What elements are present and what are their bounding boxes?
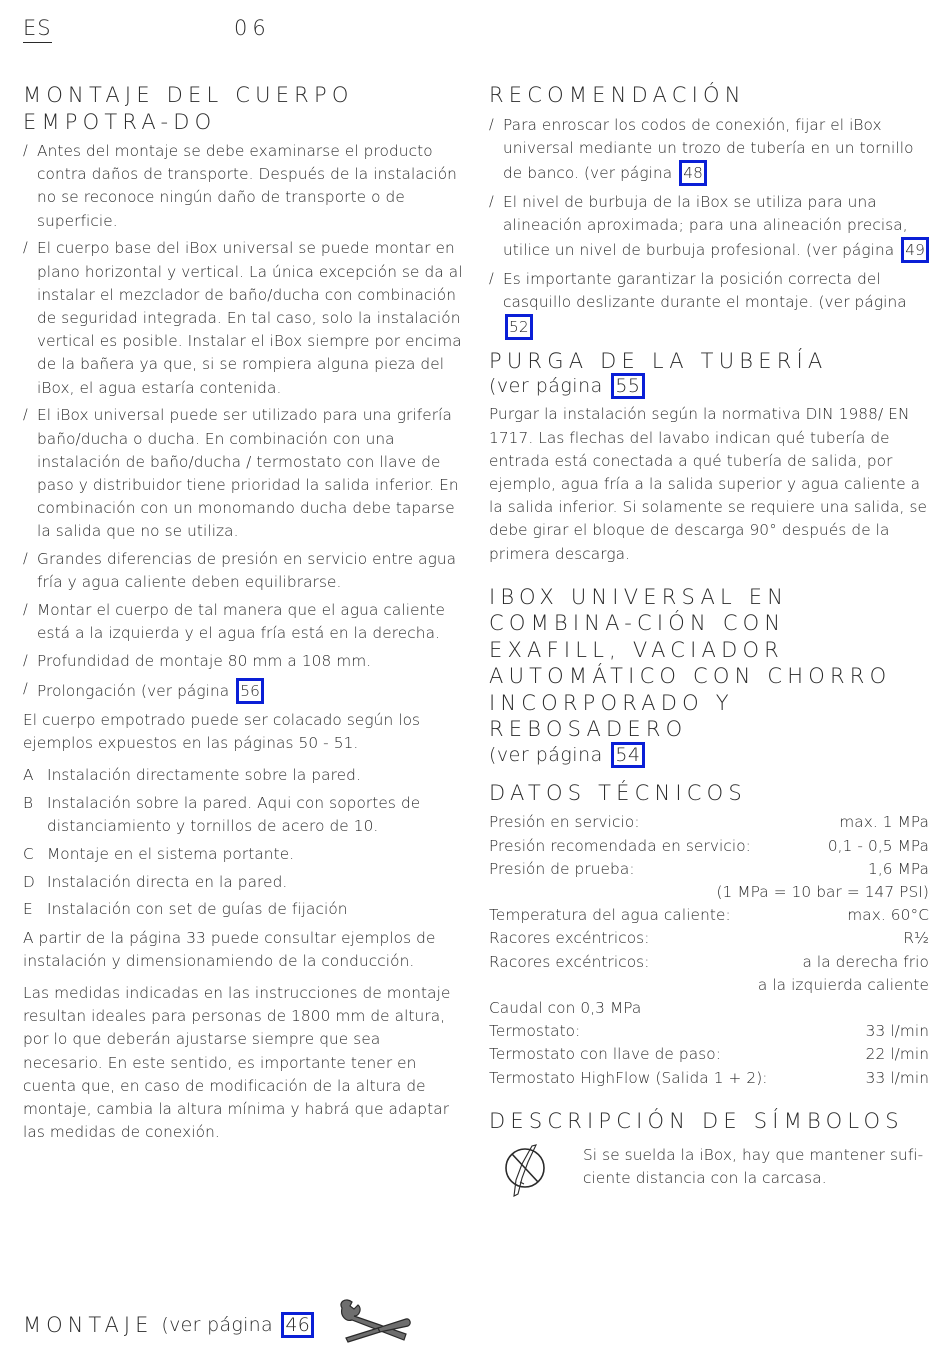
list-item [489,268,929,340]
list-text: Instalación sobre la pared. Aqui con soportes de distanciamiento y tornillos de acero de 10. [47,793,421,836]
page-link-52[interactable]: 52 [505,314,533,340]
right-column [489,82,929,1207]
spec-value: max. 1 MPa [839,813,929,832]
list-text: Es importante garantizar la posición correcta del casquillo deslizante durante el montaje. (ver página [503,269,907,311]
list-text: Instalación directamente sobre la pared. [47,766,361,785]
section-title-purga: PURGA DE LA TUBERÍA [489,348,828,373]
spec-row [489,1067,929,1090]
page-link-48[interactable]: 48 [679,160,707,186]
footer-montaje [23,1298,414,1352]
page-link-55[interactable]: 55 [611,373,644,399]
left-column [23,82,463,1153]
paragraph-ejemplos: El cuerpo empotrado puede ser colacado según los ejemplos expuestos en las páginas 50 - 51. [23,710,421,752]
page-link-49[interactable]: 49 [901,237,929,263]
spec-value: 22 l/min [865,1045,929,1064]
footer-subtitle [161,1312,314,1338]
list-text: Instalación directa en la pared. [47,872,288,891]
list-item: / Profundidad de montaje 80 mm a 108 mm. [23,650,463,673]
section-title-datos-tecnicos: DATOS TÉCNICOS [489,780,747,805]
spec-value: R½ [903,929,929,948]
spec-row [489,951,929,974]
section-title-montaje-cuerpo: MONTAJE DEL CUERPO EMPOTRA-DO [23,83,354,134]
spec-row [489,881,929,904]
list-item [489,114,929,186]
list-text: Para enroscar los codos de conexión, fijar el iBox universal mediante un trozo de tubería en un tornillo de banco. (ver página [503,115,914,182]
symbol-row [489,1144,929,1207]
page-link-56[interactable]: 56 [236,678,264,704]
list-text: Instalación con set de guías de fijación [47,900,348,919]
spec-value: (1 MPa = 10 bar = 147 PSI) [716,882,929,901]
no-welding-icon [489,1144,583,1207]
section-title-simbolos: DESCRIPCIÓN DE SÍMBOLOS [489,1108,904,1133]
page-number: 06 [234,16,271,40]
wrench-screwdriver-icon [336,1298,414,1352]
spec-row [489,835,929,858]
list-item [489,191,929,263]
list-item: / El iBox universal puede ser utilizado para una grifería baño/ducha o ducha. En combinación con una instalación de baño/ducha / termostato con llave de paso y distribuidor tiene prioridad la salida inferior. En combinación con un monomando ducha debe taparse la salida que no se utiliza. [23,404,463,543]
spec-label: Termostato HighFlow (Salida 1 + 2): [489,1068,768,1087]
spec-row [489,974,929,997]
spec-value: 33 l/min [865,1068,929,1087]
ver-pagina-text: (ver página [161,1314,273,1336]
list-item: / Grandes diferencias de presión en servicio entre agua fría y agua caliente deben equilibrarse. [23,548,463,594]
section-title-ibox-exafill: IBOX UNIVERSAL EN COMBINA-CIÓN CON EXAFILL, VACIADOR AUTOMÁTICO CON CHORRO INCORPORADO Y REBOSADERO [489,584,892,742]
spec-label: Temperatura del agua caliente: [489,906,731,925]
list-letter: A [23,766,34,785]
list-item [23,792,463,838]
spec-value: a la izquierda caliente [757,975,929,994]
caudal-heading [489,997,929,1020]
list-letter: D [23,872,35,891]
page-link-46[interactable]: 46 [281,1312,314,1338]
ver-pagina-text: (ver página [489,375,603,398]
list-item: / Antes del montaje se debe examinarse el producto contra daños de transporte. Después de la instalación no se reconoce ningún daño de transporte o de superficie. [23,140,463,233]
spec-row [489,904,929,927]
specs-table [489,811,929,1089]
paragraph-purga: Purgar la instalación según la normativa DIN 1988/ EN 1717. Las flechas del lavabo indican qué tubería de entrada está conectada a qué tubería de salida, por ejemplo, agua fría a la salida superior y agua caliente a la salida inferior. Si solamente se requiere una salida, se debe girar el bloque de descarga 90° después de la primera descarga. [489,405,928,563]
spec-label: Presión en servicio: [489,813,640,832]
paragraph-medidas: Las medidas indicadas en las instrucciones de montaje resultan ideales para personas de 1800 mm de altura, por lo que deberán ajustarse siempre que sea necesario. En este sentido, es importante tener en cuenta que, en caso de modificación de la altura de montaje, cambia la altura mínima y habrá que adaptar las medidas de conexión. [23,984,451,1142]
purga-subtitle [489,373,929,399]
spec-value: 33 l/min [865,1022,929,1041]
spec-label: Racores excéntricos: [489,952,650,971]
spec-label: Presión recomendada en servicio: [489,836,751,855]
spec-row [489,858,929,881]
list-letter: B [23,793,34,812]
list-item: / Montar el cuerpo de tal manera que el agua caliente está a la izquierda y el agua fría está en la derecha. [23,599,463,645]
spec-row [489,1043,929,1066]
ver-pagina-text: (ver página [489,743,603,766]
spec-value: 0,1 - 0,5 MPa [827,836,929,855]
spec-value: 1,6 MPa [868,859,929,878]
spec-row [489,927,929,950]
list-item [23,871,463,894]
spec-row [489,1020,929,1043]
spec-value: max. 60°C [847,906,929,925]
caudal-label: Caudal con 0,3 MPa [489,998,642,1017]
language-code: ES [23,16,52,43]
recomendacion-list [489,114,929,340]
spec-label: Racores excéntricos: [489,929,650,948]
list-letter: E [23,900,33,919]
spec-value: a la derecha frio [802,952,929,971]
spec-label: Termostato con llave de paso: [489,1045,721,1064]
list-item [23,898,463,921]
list-letter: C [23,844,34,863]
list-text: Montaje en el sistema portante. [47,844,295,863]
list-text: El nivel de burbuja de la iBox se utiliza para una alineación aproximada; para una alineación precisa, utilice un nivel de burbuja profesional. (ver página [503,192,908,259]
list-item: / El cuerpo base del iBox universal se puede montar en plano horizontal y vertical. La única excepción se da al instalar el mezclador de baño/ducha con combinación de seguridad integrada. En tal caso, solo la instalación vertical es posible. Instalar el iBox siempre por encima de la bañera ya que, si se rompiera alguna pieza del iBox, el agua estaría contenida. [23,237,463,399]
footer-title: MONTAJE [23,1313,154,1337]
paragraph-pagina-33: A partir de la página 33 puede consultar ejemplos de instalación y dimensionamiendo de la conducción. [23,928,436,970]
list-item [23,678,463,704]
ibox-subtitle [489,742,929,768]
spec-label: Presión de prueba: [489,859,635,878]
list-item [23,843,463,866]
spec-row [489,811,929,834]
prolongacion-text: Prolongación (ver página [37,682,230,701]
section-title-recomendacion: RECOMENDACIÓN [489,83,746,107]
installation-types-list [23,764,463,922]
list-item [23,764,463,787]
symbol-description: Si se suelda la iBox, hay que mantener sufi-ciente distancia con la carcasa. [583,1146,924,1188]
spec-label: Termostato: [489,1022,581,1041]
page-link-54[interactable]: 54 [611,742,644,768]
montaje-bullet-list [23,140,463,704]
